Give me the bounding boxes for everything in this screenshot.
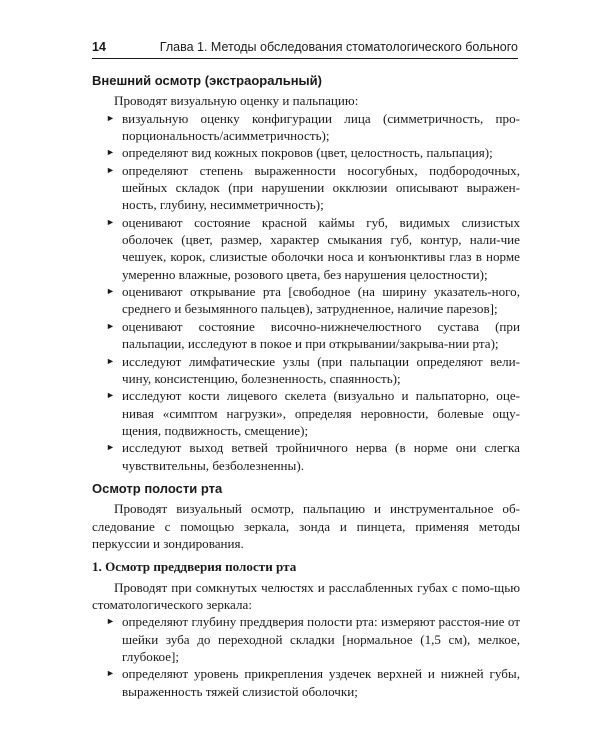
subsection-intro: Проводят при сомкнутых челюстях и расслабленных губах с помо-щью стоматологического зеркала: <box>92 579 520 612</box>
running-title: Глава 1. Методы обследования стоматологического больного <box>159 40 518 54</box>
page-header <box>92 40 518 59</box>
list-item <box>92 613 520 665</box>
section-paragraph: Проводят визуальный осмотр, пальпацию и инструментальное об-следование с помощью зеркала, зонда и пинцета, применяя методы перкуссии и зондирования. <box>92 501 520 551</box>
list-item-text: оценивают открывание рта [свободное (на ширину указатель-ного, среднего и безымянного пальцев), затрудненное, наличие парезов]; <box>122 284 520 317</box>
triangle-bullet-icon: ► <box>106 668 115 679</box>
triangle-bullet-icon: ► <box>106 616 115 627</box>
page-body <box>92 72 520 700</box>
triangle-bullet-icon: ► <box>106 147 115 158</box>
list-item <box>92 214 520 283</box>
list-item-text: оценивают состояние красной каймы губ, видимых слизистых оболочек (цвет, размер, характер смыкания губ, контур, нали-чие чешуек, корок, слизистые оболочки носа и конъюнктивы глаз в норме умеренно влажные, розового цвета, без нарушения целостности); <box>122 214 520 282</box>
list-item <box>92 144 520 161</box>
list-item-text: исследуют лимфатические узлы (при пальпации определяют вели-чину, консистенцию, болезненность, спаянность); <box>122 353 520 386</box>
triangle-bullet-icon: ► <box>106 164 115 175</box>
list-item <box>92 439 520 474</box>
triangle-bullet-icon: ► <box>106 112 115 123</box>
list-item-text: оценивают состояние височно-нижнечелюстного сустава (при пальпации, исследуют в покое и при открывании/закрыва-нии рта); <box>122 318 520 352</box>
triangle-bullet-icon: ► <box>106 390 115 401</box>
list-item <box>92 283 520 318</box>
triangle-bullet-icon: ► <box>106 286 115 297</box>
list-item-text: определяют степень выраженности носогубных, подбородочных, шейных складок (при нарушении окклюзии описывают выражен-ность, глубину, несимметричность); <box>122 162 520 213</box>
triangle-bullet-icon: ► <box>106 355 115 366</box>
list-item-text: исследуют выход ветвей тройничного нерва (в норме они слегка чувствительны, безболезненны). <box>122 440 520 473</box>
list-item <box>92 110 520 145</box>
section-heading-external-exam: Внешний осмотр (экстраоральный) <box>92 73 322 88</box>
section-intro: Проводят визуальную оценку и пальпацию: <box>114 93 359 109</box>
triangle-bullet-icon: ► <box>106 216 115 227</box>
list-item-text: определяют глубину преддверия полости рта: измеряют расстоя-ние от шейки зуба до переходной складки [нормальное (1,5 см), мелкое, глубокое]; <box>122 614 520 664</box>
list-item-text: визуальную оценку конфигурации лица (симметричность, про-порциональность/асимметричность); <box>122 110 520 144</box>
list-item-text: определяют уровень прикрепления уздечек верхней и нижней губы, выраженность тяжей слизистой оболочки; <box>122 666 520 699</box>
list-item <box>92 387 520 439</box>
section-heading-oral-cavity-exam: Осмотр полости рта <box>92 480 223 496</box>
triangle-bullet-icon: ► <box>106 442 115 453</box>
list-item <box>92 162 520 214</box>
triangle-bullet-icon: ► <box>106 320 115 331</box>
subsection-heading-vestibule-exam: 1. Осмотр преддверия полости рта <box>92 559 297 575</box>
list-item <box>92 353 520 388</box>
list-item <box>92 665 520 700</box>
list-item-text: определяют вид кожных покровов (цвет, целостность, пальпация); <box>122 145 493 161</box>
vestibule-exam-list <box>92 613 520 700</box>
list-item-text: исследуют кости лицевого скелета (визуально и пальпаторно, оце-нивая «симптом нагрузки», определяя неровности, болевые ощу-щения, подвижность, смещение); <box>122 388 520 438</box>
list-item <box>92 318 520 353</box>
external-exam-list <box>92 110 520 474</box>
page-number: 14 <box>92 40 106 54</box>
